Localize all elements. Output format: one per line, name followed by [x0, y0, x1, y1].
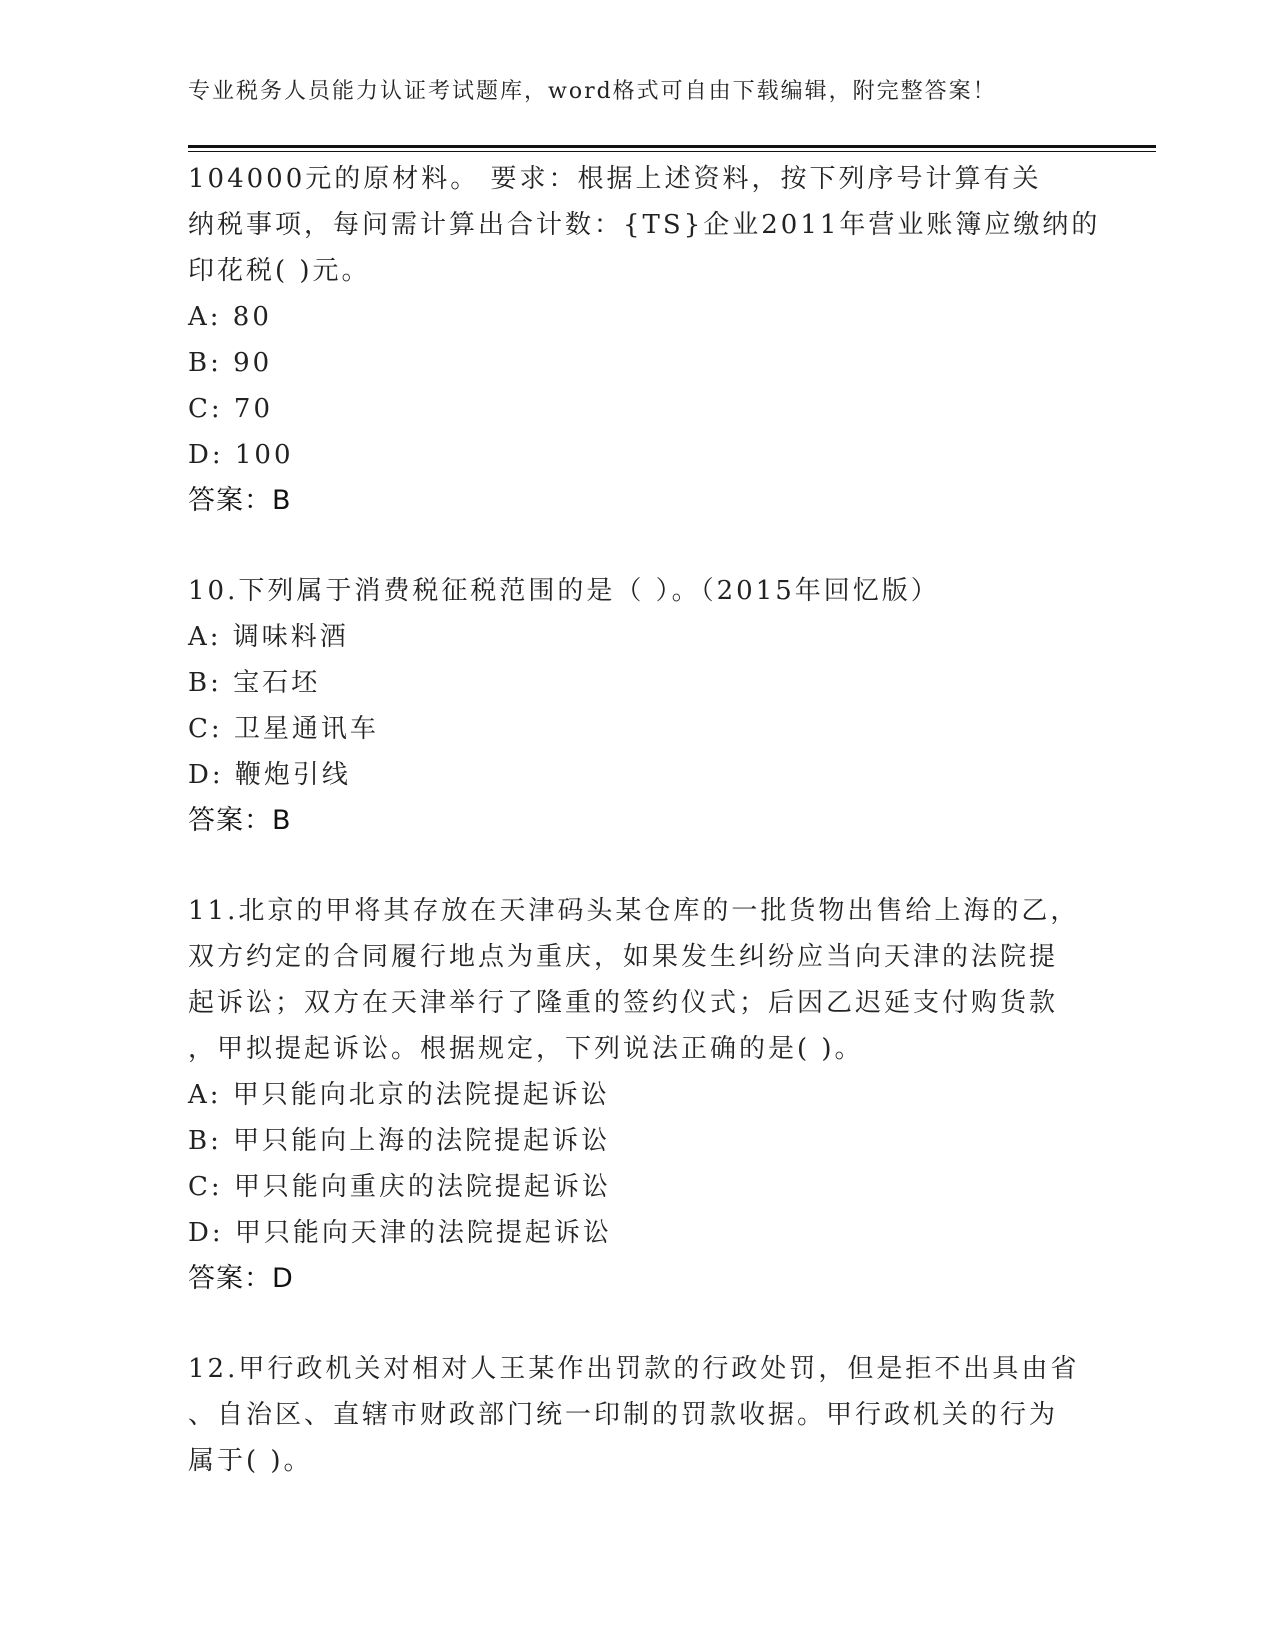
question-text-line: 11.北京的甲将其存放在天津码头某仓库的一批货物出售给上海的乙，: [188, 896, 1080, 926]
answer-line: 答案：D: [188, 1263, 294, 1294]
question-12: [188, 1346, 1088, 1484]
question-text-line: 属于( )。: [188, 1446, 313, 1476]
question-text-line: 12.甲行政机关对相对人王某作出罚款的行政处罚，但是拒不出具由省: [188, 1354, 1080, 1384]
question-text-line: 10.下列属于消费税征税范围的是（ ）。（2015年回忆版）: [188, 576, 940, 606]
question-text-line: 纳税事项，每问需计算出合计数：{TS}企业2011年营业账簿应缴纳的: [188, 210, 1101, 240]
question-text-line: 、自治区、直辖市财政部门统一印制的罚款收据。甲行政机关的行为: [188, 1400, 1059, 1430]
option-c: C: 甲只能向重庆的法院提起诉讼: [188, 1172, 611, 1202]
option-d: D: 鞭炮引线: [188, 760, 351, 790]
option-d: D: 甲只能向天津的法院提起诉讼: [188, 1218, 612, 1248]
answer-line: 答案：B: [188, 805, 292, 836]
option-b: B: 宝石坯: [188, 668, 321, 698]
question-text-line: ，甲拟提起诉讼。根据规定，下列说法正确的是( )。: [188, 1034, 864, 1064]
question-text-line: 起诉讼；双方在天津举行了隆重的签约仪式；后因乙迟延支付购货款: [188, 988, 1059, 1018]
answer-line: 答案：B: [188, 485, 292, 516]
header-rule-thin: [188, 151, 1156, 152]
option-c: C: 卫星通讯车: [188, 714, 379, 744]
option-c: C: 70: [188, 394, 274, 424]
option-b: B: 90: [188, 348, 273, 378]
spacer: [188, 844, 1088, 888]
option-b: B: 甲只能向上海的法院提起诉讼: [188, 1126, 611, 1156]
question-text-line: 双方约定的合同履行地点为重庆，如果发生纠纷应当向天津的法院提: [188, 942, 1059, 972]
page-header: 专业税务人员能力认证考试题库，word格式可自由下载编辑，附完整答案！: [188, 79, 997, 104]
question-10: [188, 568, 1088, 844]
question-text-line: 104000元的原材料。 要求：根据上述资料，按下列序号计算有关: [188, 164, 1042, 194]
continued-question: [188, 156, 1101, 524]
option-d: D: 100: [188, 440, 294, 470]
option-a: A: 调味料酒: [188, 622, 349, 652]
spacer: [188, 1302, 1088, 1346]
document-body: [188, 156, 1101, 1484]
spacer: [188, 524, 1088, 568]
question-11: [188, 888, 1088, 1302]
option-a: A: 甲只能向北京的法院提起诉讼: [188, 1080, 610, 1110]
option-a: A: 80: [188, 302, 272, 332]
header-rule-thick: [188, 145, 1156, 148]
question-text-line: 印花税( )元。: [188, 256, 371, 286]
